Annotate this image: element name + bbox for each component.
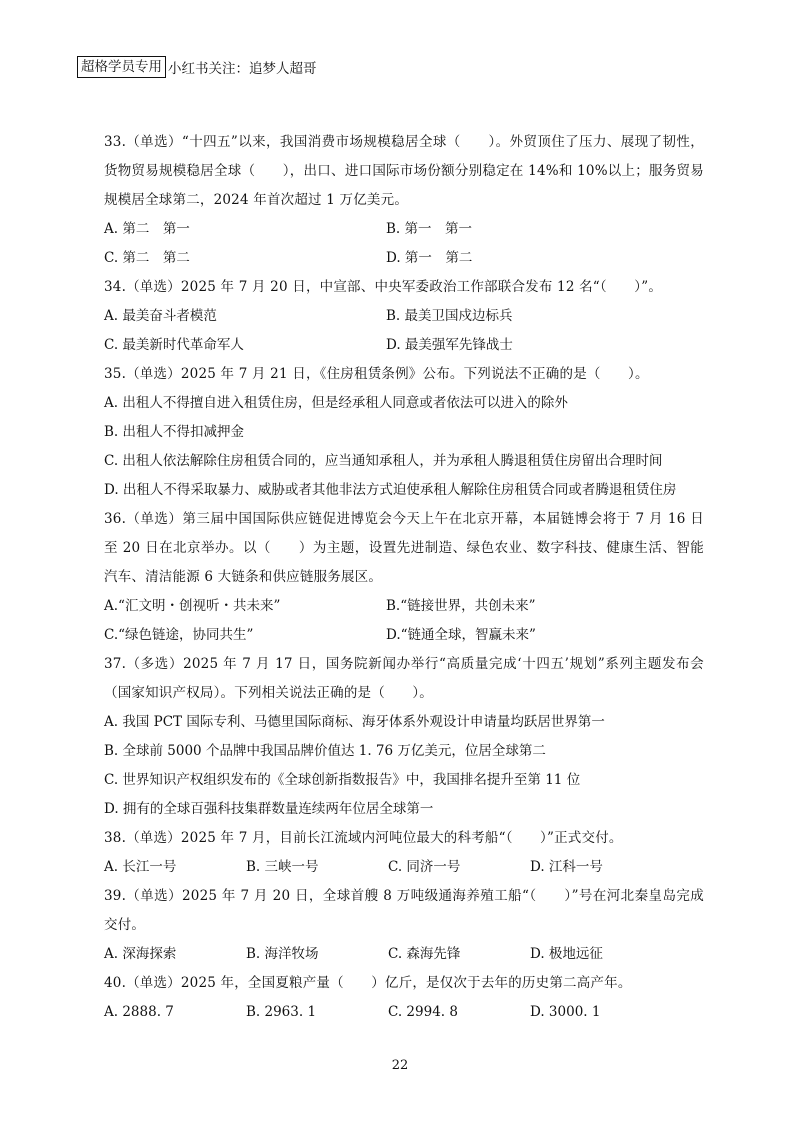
option-b: B. 2963. 1: [246, 1004, 317, 1020]
option-d: D. 出租人不得采取暴力、威胁或者其他非法方式迫使承租人解除住房租赁合同或者腾退租赁住房: [104, 482, 677, 498]
question-stem: 38.（单选）2025 年 7 月，目前长江流域内河吨位最大的科考船“（ ）”正式交付。: [104, 830, 623, 846]
option-a: A. 我国 PCT 国际专利、马德里国际商标、海牙体系外观设计申请量均跃居世界第一: [104, 714, 605, 730]
option-d: D. 第一 第二: [386, 250, 473, 266]
option-row: [104, 215, 704, 244]
option-b: B. 第一 第一: [386, 221, 473, 237]
question-35: [104, 360, 704, 505]
option-a: A. 最美奋斗者模范: [104, 308, 217, 324]
question-stem: 33.（单选）“十四五”以来，我国消费市场规模稳居全球（ ）。外贸顶住了压力、展现了韧性，货物贸易规模稳居全球（ ），出口、进口国际市场份额分别稳定在 14%和 10%以上；服务贸易规模居全球第二，2024 年首次超过 1 万亿美元。: [104, 134, 704, 208]
question-stem: 39.（单选）2025 年 7 月 20 日，全球首艘 8 万吨级通海养殖工船“（ ）”号在河北秦皇岛完成交付。: [104, 888, 704, 933]
option-a: A. 2888. 7: [104, 1004, 174, 1020]
option-d: D.“链通全球，智赢未来”: [386, 627, 536, 643]
option-b: B. 三峡一号: [246, 859, 319, 875]
option-c: C. 最美新时代革命军人: [104, 337, 244, 353]
page-number: 22: [391, 1058, 409, 1073]
option-d: D. 拥有的全球百强科技集群数量连续两年位居全球第一: [104, 801, 434, 817]
question-stem: 35.（单选）2025 年 7 月 21 日，《住房租赁条例》公布。下列说法不正确的是（ ）。: [104, 366, 649, 382]
header-note: 小红书关注：追梦人超哥: [168, 61, 317, 77]
option-d: D. 江科一号: [530, 859, 603, 875]
option-c: C. 出租人依法解除住房租赁合同的，应当通知承租人，并为承租人腾退租赁住房留出合理时间: [104, 453, 663, 469]
option-row: [104, 592, 704, 621]
option-row: [104, 244, 704, 273]
option-a: A. 第二 第一: [104, 221, 190, 237]
option-c: C. 森海先锋: [388, 946, 461, 962]
question-36: [104, 505, 704, 650]
option-b: B. 全球前 5000 个品牌中我国品牌价值达 1. 76 万亿美元，位居全球第二: [104, 743, 546, 759]
question-stem: 40.（单选）2025 年，全国夏粮产量（ ）亿斤，是仅次于去年的历史第二高产年。: [104, 975, 632, 991]
question-stem: 34.（单选）2025 年 7 月 20 日，中宣部、中央军委政治工作部联合发布 12 名“（ ）”。: [104, 279, 663, 295]
question-stem: 37.（多选）2025 年 7 月 17 日，国务院新闻办举行“高质量完成‘十四五’规划”系列主题发布会（国家知识产权局）。下列相关说法正确的是（ ）。: [104, 656, 704, 701]
option-row: [104, 853, 704, 882]
option-b: B.“链接世界，共创未来”: [386, 598, 536, 614]
option-c: C. 2994. 8: [388, 1004, 458, 1020]
option-a: A. 长江一号: [104, 859, 177, 875]
option-d: D. 极地远征: [530, 946, 603, 962]
question-stem: 36.（单选）第三届中国国际供应链促进博览会今天上午在北京开幕，本届链博会将于 7 月 16 日至 20 日在北京举办。以（ ）为主题，设置先进制造、绿色农业、数字科技、健康生活、智能汽车、清洁能源 6 大链条和供应链服务展区。: [104, 511, 704, 585]
question-38: [104, 824, 704, 882]
option-row: [104, 998, 704, 1027]
option-b: B. 最美卫国戍边标兵: [386, 308, 513, 324]
question-40: [104, 969, 704, 1027]
page-header: [77, 56, 317, 78]
option-a: A.“汇文明・创视听・共未来”: [104, 598, 281, 614]
option-c: C. 同济一号: [388, 859, 461, 875]
option-b: B. 出租人不得扣减押金: [104, 424, 245, 440]
option-d: D. 3000. 1: [530, 1004, 601, 1020]
option-c: C.“绿色链途，协同共生”: [104, 627, 254, 643]
option-d: D. 最美强军先锋战士: [386, 337, 513, 353]
question-37: [104, 650, 704, 824]
option-row: [104, 302, 704, 331]
exclusive-label: 超格学员专用: [77, 56, 166, 78]
option-a: A. 出租人不得擅自进入租赁住房，但是经承租人同意或者依法可以进入的除外: [104, 395, 568, 411]
option-row: [104, 621, 704, 650]
option-c: C. 第二 第二: [104, 250, 190, 266]
option-a: A. 深海探索: [104, 946, 177, 962]
option-c: C. 世界知识产权组织发布的《全球创新指数报告》中，我国排名提升至第 11 位: [104, 772, 581, 788]
option-row: [104, 331, 704, 360]
option-row: [104, 940, 704, 969]
question-33: [104, 128, 704, 273]
question-list: [104, 128, 704, 1027]
question-34: [104, 273, 704, 360]
question-39: [104, 882, 704, 969]
option-b: B. 海洋牧场: [246, 946, 319, 962]
